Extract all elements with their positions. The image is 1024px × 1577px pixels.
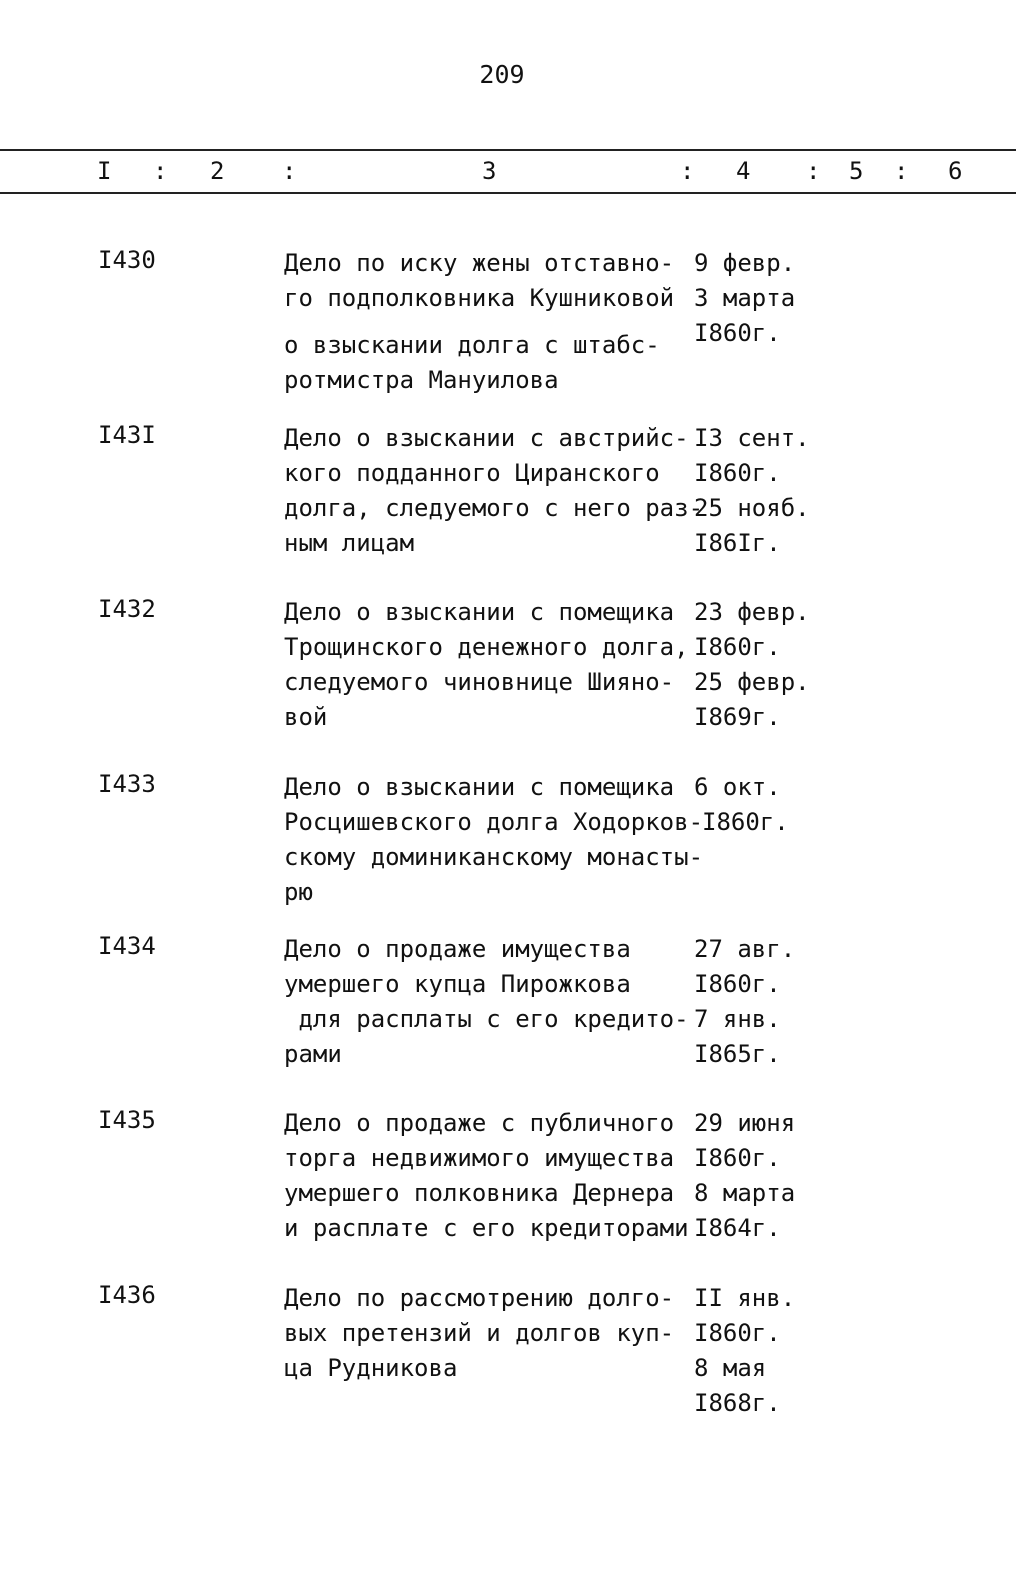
case-date-line: I860г.	[694, 1144, 781, 1172]
case-title-line: Дело о взыскании с помещика	[284, 598, 675, 626]
page-number: 209	[479, 60, 525, 89]
case-dates	[694, 770, 789, 840]
column-separator: :	[153, 157, 168, 185]
column-heading-6: 6	[948, 157, 963, 185]
case-date-line: 3 марта	[694, 284, 796, 312]
column-heading-5: 5	[849, 157, 864, 185]
case-title-line: торга недвижимого имущества	[284, 1144, 675, 1172]
case-title-line: умершего полковника Дернера	[284, 1179, 675, 1207]
case-date-line: 29 июня	[694, 1109, 796, 1137]
case-title-line: ца Рудникова	[284, 1354, 458, 1382]
column-separator: :	[282, 157, 297, 185]
case-number: I430	[98, 246, 156, 274]
column-separator: :	[806, 157, 821, 185]
case-date-line: 8 марта	[694, 1179, 796, 1207]
case-date-line: I3 сент.	[694, 424, 810, 452]
case-title-line: Росцишевского долга Ходорков-	[284, 808, 704, 836]
case-date-line: I860г.	[694, 319, 781, 347]
case-title-line: для расплаты с его кредито-	[284, 1005, 689, 1033]
case-dates	[694, 1106, 795, 1246]
case-title-line: Дело о продаже имущества	[284, 935, 631, 963]
case-title-line: Трощинского денежного долга,	[284, 633, 689, 661]
case-title-line: умершего купца Пирожкова	[284, 970, 631, 998]
column-separator: :	[680, 157, 695, 185]
table-header-top-rule	[0, 149, 1016, 151]
case-date-line: I860г.	[702, 808, 789, 836]
case-title-line: го подполковника Кушниковой	[284, 284, 675, 312]
case-title-line: рю	[284, 878, 313, 906]
case-date-line: 9 февр.	[694, 249, 796, 277]
case-title-line: скому доминиканскому монасты-	[284, 843, 704, 871]
case-title-line: Дело о продаже с публичного	[284, 1109, 675, 1137]
case-dates	[694, 595, 810, 735]
column-heading-2: 2	[210, 157, 225, 185]
case-title-line: рами	[284, 1040, 342, 1068]
case-date-line: 25 февр.	[694, 668, 810, 696]
case-date-line: I860г.	[694, 970, 781, 998]
case-title-line: долга, следуемого с него раз-	[284, 494, 704, 522]
case-title	[284, 932, 689, 1072]
case-title-line: вой	[284, 703, 328, 731]
case-dates	[694, 932, 795, 1072]
case-title-line: и расплате с его кредиторами	[284, 1214, 689, 1242]
case-number: I436	[98, 1281, 156, 1309]
case-title-line: вых претензий и долгов куп-	[284, 1319, 675, 1347]
case-title	[284, 1281, 674, 1386]
case-number: I435	[98, 1106, 156, 1134]
case-date-line: 25 нояб.	[694, 494, 810, 522]
case-date-line: I86Iг.	[694, 529, 781, 557]
case-number: I433	[98, 770, 156, 798]
case-title-line: о взыскании долга с штабс-	[284, 331, 660, 359]
table-header-bottom-rule	[0, 192, 1016, 194]
case-dates	[694, 421, 810, 561]
case-number: I432	[98, 595, 156, 623]
case-title-line: Дело о взыскании с австрийс-	[284, 424, 689, 452]
case-title	[284, 770, 703, 910]
case-title	[284, 595, 689, 735]
case-title-line: Дело по иску жены отставно-	[284, 249, 675, 277]
case-date-line: 23 февр.	[694, 598, 810, 626]
column-heading-1: I	[97, 157, 112, 185]
case-date-line: 6 окт.	[694, 773, 781, 801]
case-date-line: I868г.	[694, 1389, 781, 1417]
case-date-line: I864г.	[694, 1214, 781, 1242]
case-date-line: I865г.	[694, 1040, 781, 1068]
column-heading-3: 3	[482, 157, 497, 185]
case-title-line: следуемого чиновнице Шияно-	[284, 668, 675, 696]
case-dates	[694, 1281, 795, 1421]
case-title-line: ным лицам	[284, 529, 415, 557]
case-date-line: I860г.	[694, 1319, 781, 1347]
case-date-line: 7 янв.	[694, 1005, 781, 1033]
case-title	[284, 246, 674, 398]
case-date-line: II янв.	[694, 1284, 796, 1312]
column-separator: :	[894, 157, 909, 185]
case-title-line: кого подданного Циранского	[284, 459, 660, 487]
case-date-line: 27 авг.	[694, 935, 796, 963]
case-date-line: I869г.	[694, 703, 781, 731]
case-title-line: Дело о взыскании с помещика	[284, 773, 675, 801]
case-title-line: Дело по рассмотрению долго-	[284, 1284, 675, 1312]
column-heading-4: 4	[736, 157, 751, 185]
case-title	[284, 1106, 689, 1246]
case-dates	[694, 246, 795, 351]
case-date-line: I860г.	[694, 459, 781, 487]
case-date-line: 8 мая	[694, 1354, 767, 1382]
case-date-line: I860г.	[694, 633, 781, 661]
case-number: I43I	[98, 421, 156, 449]
case-number: I434	[98, 932, 156, 960]
case-title-line: ротмистра Мануилова	[284, 366, 559, 394]
case-title	[284, 421, 703, 561]
